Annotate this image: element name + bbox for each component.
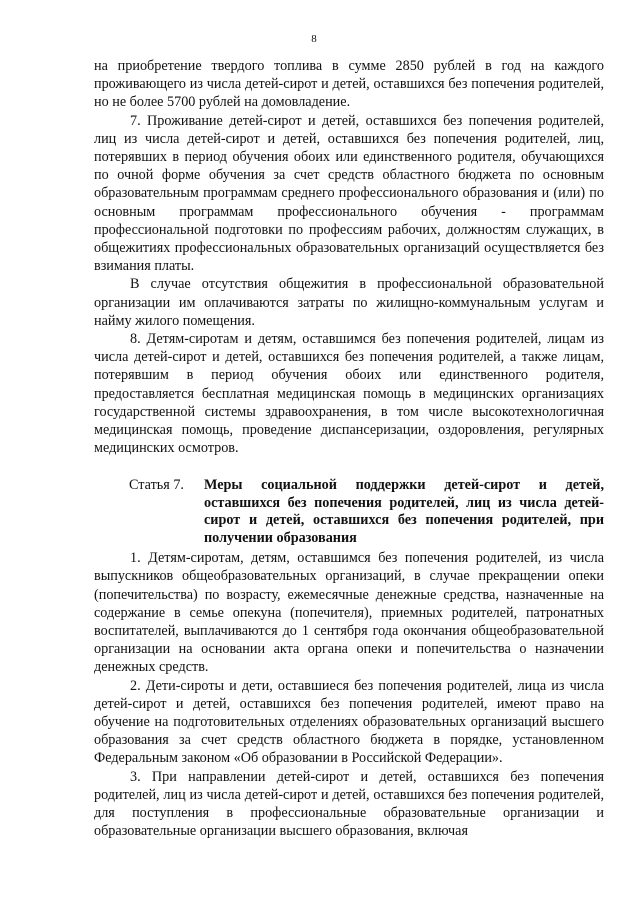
paragraph-item-7-note: В случае отсутствия общежития в профессиональной образовательной организации им оплачиваются затраты по жилищно-коммунальным услугам и найму жилого помещения. <box>94 276 604 329</box>
article-heading <box>94 477 604 547</box>
paragraph-item-7: 7. Проживание детей-сирот и детей, оставшихся без попечения родителей, лиц из числа детей-сирот и детей, оставшихся без попечения родителей, лиц, потерявших в период обучения обоих или единственного родителя, обучающихся по очной форме обучения за счет средств областного бюджета по основным образовательным программам среднего профессионального образования и (или) по основным программам профессионального обучения - программам профессиональной подготовки по профессиям рабочих, должностям служащих, в общежитиях профессиональных образовательных организаций осуществляется без взимания платы. <box>94 112 604 275</box>
page-number: 8 <box>311 33 317 45</box>
paragraph-item-8: 8. Детям-сиротам и детям, оставшимся без попечения родителей, лицам из числа детей-сирот и детей, оставшихся без попечения родителей, а также лицам, потерявшим в период обучения обоих или единственного родителя, предоставляется бесплатная медицинская помощь в медицинских организациях государственной системы здравоохранения, в том числе высокотехнологичная медицинская помощь, проведение диспансеризации, оздоровления, регулярных медицинских осмотров. <box>94 331 604 457</box>
paragraph-article-7-item-2: 2. Дети-сироты и дети, оставшиеся без попечения родителей, лица из числа детей-сирот и детей, оставшихся без попечения родителей, имеют право на обучение на подготовительных отделениях образовательных организаций высшего образования за счет средств областного бюджета в порядке, установленном Федеральным законом «Об образовании в Российской Федерации». <box>94 677 604 767</box>
paragraph-continuation: на приобретение твердого топлива в сумме 2850 рублей в год на каждого проживающего из числа детей-сирот и детей, оставшихся без попечения родителей, но не более 5700 рублей на домовладение. <box>94 58 604 111</box>
paragraph-article-7-item-1: 1. Детям-сиротам, детям, оставшимся без попечения родителей, из числа выпускников общеобразовательных организаций, в случае прекращении опеки (попечительства) по возрасту, ежемесячные денежные средства, назначенные на содержание в семье опекуна (попечителя), приемных родителей, патронатных воспитателей, выплачиваются до 1 сентября года окончания общеобразовательной организации на основании акта органа опеки и попечительства о назначении денежных средств. <box>94 550 604 676</box>
document-body <box>94 57 604 840</box>
article-title: Меры социальной поддержки детей-сирот и детей, оставшихся без попечения родителей, лиц из числа детей-сирот и детей, оставшихся без попечения родителей, при получении образования <box>204 477 604 546</box>
paragraph-article-7-item-3: 3. При направлении детей-сирот и детей, оставшихся без попечения родителей, лиц из числа детей-сирот и детей, оставшихся без попечения родителей, для поступления в профессиональные образовательные организации и образовательные организации высшего образования, включая <box>94 768 604 840</box>
article-label: Статья 7. <box>129 477 184 494</box>
